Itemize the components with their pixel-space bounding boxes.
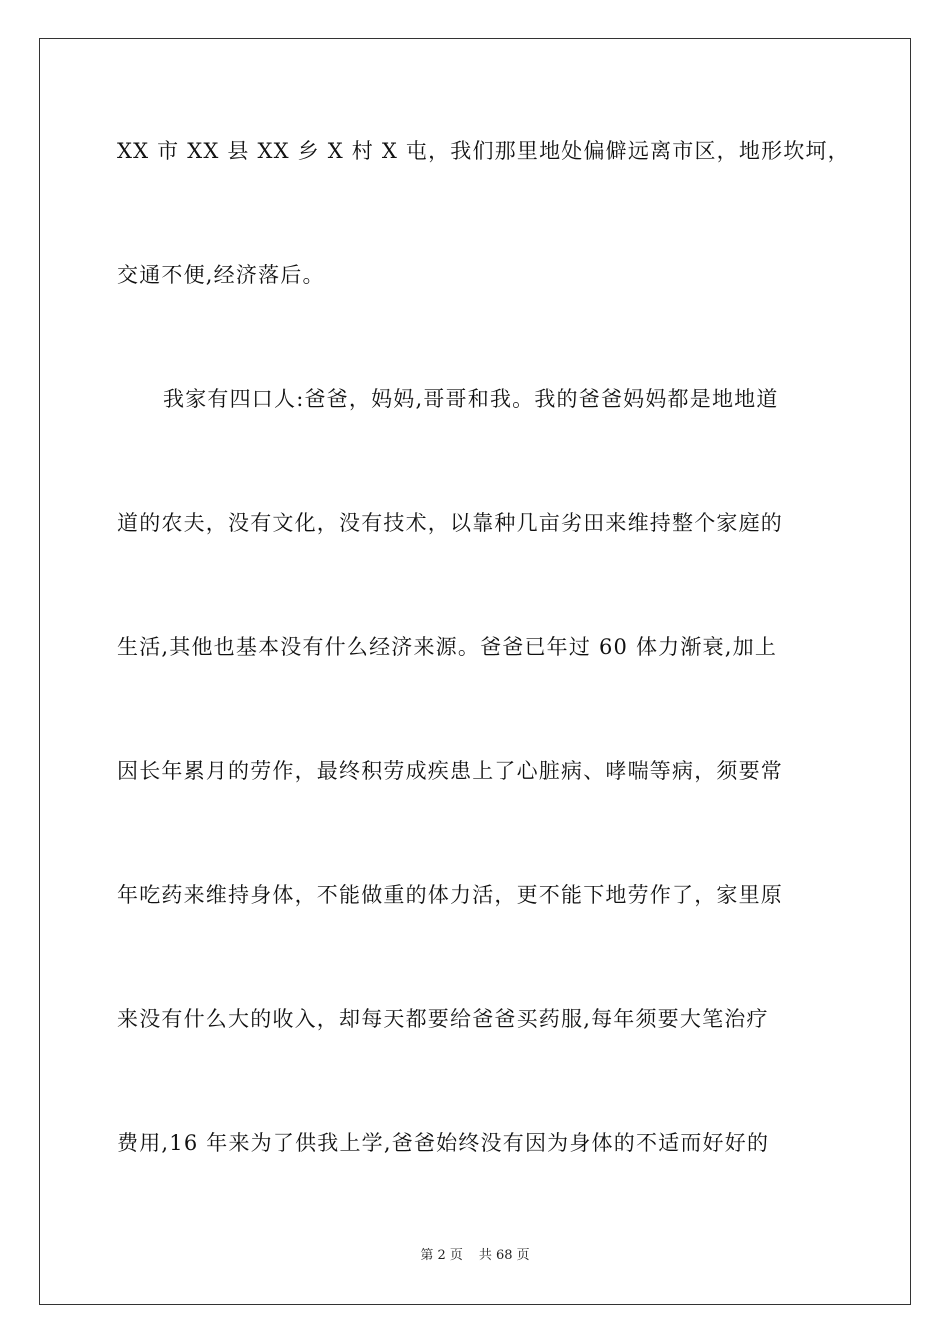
text-line-9: 费用,16 年来为了供我上学,爸爸始终没有因为身体的不适而好好的 [117,1131,770,1155]
page-total: 共 68 页 [478,1248,530,1263]
text-line-7: 年吃药来维持身体，不能做重的体力活，更不能下地劳作了，家里原 [117,883,783,907]
text-line-8: 来没有什么大的收入，却每天都要给爸爸买药服,每年须要大笔治疗 [117,1007,769,1031]
text-line-1: XX 市 XX 县 XX 乡 X 村 X 屯，我们那里地处偏僻远离市区，地形坎坷， [117,139,850,163]
page-footer [0,1247,950,1265]
text-line-3: 我家有四口人:爸爸，妈妈,哥哥和我。我的爸爸妈妈都是地地道 [163,387,779,411]
text-line-5: 生活,其他也基本没有什么经济来源。爸爸已年过 60 体力渐衰,加上 [117,635,778,659]
text-line-2: 交通不便,经济落后。 [117,263,325,287]
page-number: 第 2 页 [420,1248,463,1263]
text-line-6: 因长年累月的劳作，最终积劳成疾患上了心脏病、哮喘等病，须要常 [117,759,783,783]
page-border [39,38,911,1305]
text-line-4: 道的农夫，没有文化，没有技术，以靠种几亩劣田来维持整个家庭的 [117,511,783,535]
